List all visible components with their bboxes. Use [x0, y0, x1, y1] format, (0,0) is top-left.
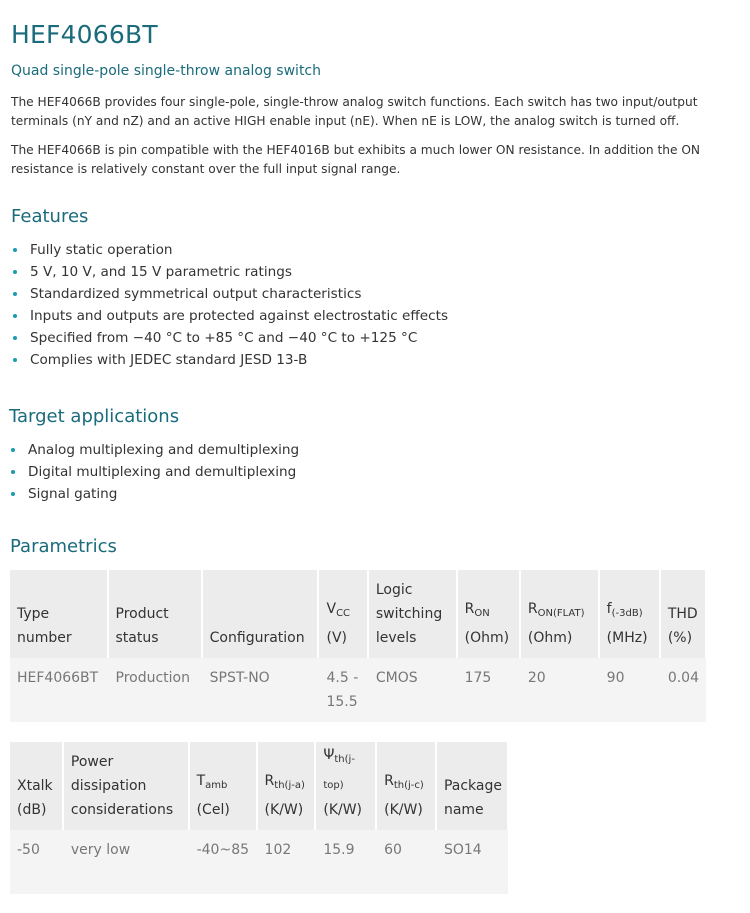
col-product-status: Product status	[108, 570, 202, 658]
bullet-icon	[13, 314, 17, 318]
feature-text: Complies with JEDEC standard JESD 13-B	[30, 352, 308, 368]
list-item	[11, 283, 448, 305]
list-item	[9, 439, 299, 461]
col-ron-flat: $R_{ON(FLAT)}$ (Ohm)	[520, 570, 599, 658]
col-vcc: $V_{CC}$ (V)	[318, 570, 367, 658]
list-item	[11, 305, 448, 327]
cell-psi-jtop: 15.9	[315, 830, 376, 894]
col-type-number: Type number	[10, 570, 108, 658]
list-item	[11, 261, 448, 283]
list-item	[9, 483, 299, 505]
description-paragraph-1: The HEF4066B provides four single-pole, single-throw analog switch functions. Each switch has two input/output terminals (nY and nZ) and an active HIGH enable input (nE). When nE is LOW, the analog switch is turned off.	[11, 95, 698, 128]
cell-package-name: SO14	[436, 830, 507, 894]
col-logic-levels: Logic switching levels	[368, 570, 457, 658]
description-paragraph-2: The HEF4066B is pin compatible with the HEF4016B but exhibits a much lower ON resistance. In addition the ON resistance is relatively constant over the full input signal range.	[11, 143, 701, 176]
cell-logic-levels: CMOS	[368, 658, 457, 722]
cell-product-status: Production	[108, 658, 202, 722]
col-configuration: Configuration	[202, 570, 319, 658]
col-rth-ja: $R_{th(j-a)}$ (K/W)	[257, 742, 316, 830]
col-tamb: $T_{amb}$ (Cel)	[189, 742, 257, 830]
parametrics-table-2	[10, 742, 508, 894]
bullet-icon	[13, 336, 17, 340]
parametrics-table-1	[10, 570, 706, 722]
cell-thd: 0.04	[660, 658, 705, 722]
cell-xtalk: -50	[10, 830, 63, 894]
applications-list	[9, 439, 299, 505]
cell-vcc: 4.5 - 15.5	[318, 658, 367, 722]
cell-rth-ja: 102	[257, 830, 316, 894]
application-text: Analog multiplexing and demultiplexing	[28, 442, 300, 458]
col-package-name: Package name	[443, 778, 502, 818]
feature-text: Inputs and outputs are protected against electrostatic effects	[30, 308, 449, 324]
col-ron: $R_{ON}$ (Ohm)	[457, 570, 520, 658]
list-item	[11, 239, 448, 261]
table-header-row	[10, 570, 705, 658]
list-item	[9, 461, 299, 483]
col-rth-jc: $R_{th(j-c)}$ (K/W)	[376, 742, 436, 830]
col-thd: THD (%)	[667, 606, 698, 646]
bullet-icon	[13, 292, 17, 296]
table-row	[10, 658, 705, 722]
bullet-icon	[13, 270, 17, 274]
application-text: Digital multiplexing and demultiplexing	[28, 464, 297, 480]
feature-text: 5 V, 10 V, and 15 V parametric ratings	[30, 264, 292, 280]
table-header-row	[10, 742, 507, 830]
cell-rth-jc: 60	[376, 830, 436, 894]
cell-ron-flat: 20	[520, 658, 599, 722]
feature-text: Standardized symmetrical output characteristics	[30, 286, 362, 302]
bullet-icon	[13, 358, 17, 362]
feature-text: Fully static operation	[30, 242, 173, 258]
col-psi-jtop: $\Psi_{th(j-}$ top) (K/W)	[315, 742, 376, 830]
page-title: HEF4066BT	[11, 20, 158, 49]
table-row	[10, 830, 507, 894]
page-subtitle: Quad single-pole single-throw analog switch	[11, 63, 322, 79]
applications-heading: Target applications	[9, 406, 180, 427]
cell-power-dissipation: very low	[63, 830, 189, 894]
bullet-icon	[11, 470, 15, 474]
col-xtalk: Xtalk (dB)	[10, 742, 63, 830]
cell-ron: 175	[457, 658, 520, 722]
cell-configuration: SPST-NO	[202, 658, 319, 722]
list-item	[11, 349, 448, 371]
application-text: Signal gating	[28, 486, 118, 502]
bullet-icon	[11, 448, 15, 452]
bullet-icon	[13, 248, 17, 252]
cell-type-number: HEF4066BT	[10, 658, 108, 722]
col-f3db: $f_{(-3dB)}$ (MHz)	[599, 570, 660, 658]
features-list	[11, 239, 448, 371]
parametrics-heading: Parametrics	[10, 536, 117, 557]
feature-text: Specified from −40 °C to +85 °C and −40 °C to +125 °C	[30, 330, 418, 346]
cell-tamb: -40~85	[189, 830, 257, 894]
features-heading: Features	[11, 206, 89, 227]
bullet-icon	[11, 492, 15, 496]
list-item	[11, 327, 448, 349]
col-power-dissipation: Power dissipation considerations	[63, 742, 189, 830]
cell-f3db: 90	[599, 658, 660, 722]
